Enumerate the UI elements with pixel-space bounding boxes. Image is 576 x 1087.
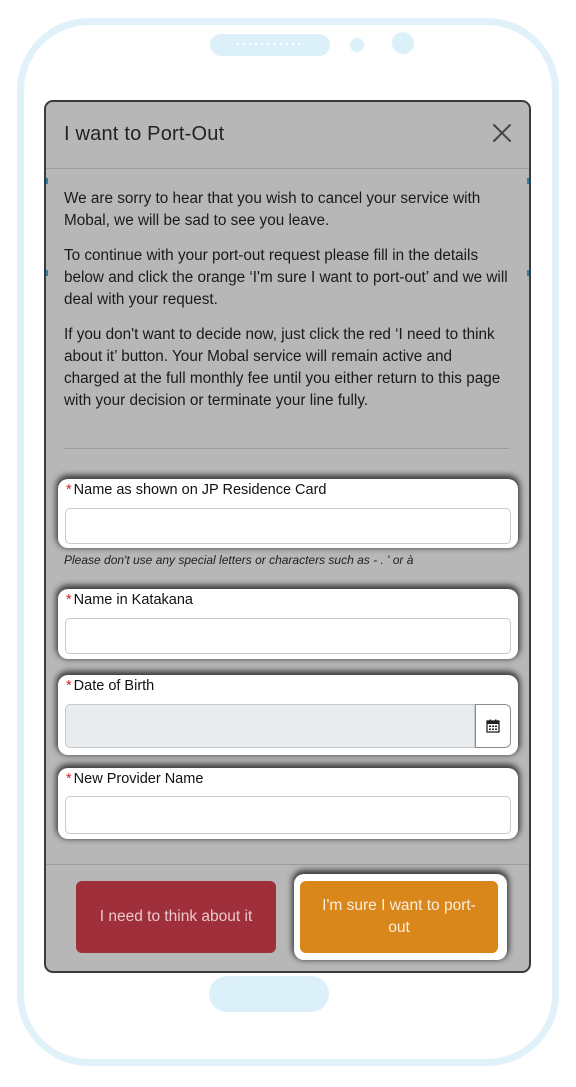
confirm-port-out-button[interactable]: I'm sure I want to port-out bbox=[300, 881, 498, 953]
instructions-paragraph: To continue with your port-out request please fill in the details below and click the orange ‘I'm sure I want to port-out’ and we will deal with your request. bbox=[64, 247, 508, 308]
required-mark: * bbox=[66, 482, 72, 498]
close-icon[interactable] bbox=[489, 120, 515, 146]
background-edge bbox=[44, 178, 48, 184]
divider bbox=[64, 448, 509, 449]
modal-header bbox=[46, 102, 529, 169]
phone-speaker: ••••••••••• bbox=[210, 34, 330, 56]
background-edge bbox=[527, 270, 531, 276]
date-of-birth-field bbox=[58, 675, 518, 755]
calendar-icon[interactable] bbox=[475, 704, 511, 748]
katakana-name-field bbox=[58, 589, 518, 659]
dob-label bbox=[66, 678, 154, 694]
residence-name-label bbox=[66, 482, 326, 498]
footer-divider bbox=[46, 864, 529, 865]
deferral-paragraph: If you don't want to decide now, just click the red ‘I need to think about it’ button. Your Mobal service will remain active and charged at the full monthly fee until you either return to this page with your decision or terminate your line fully. bbox=[64, 326, 501, 409]
dob-label-text: Date of Birth bbox=[73, 678, 155, 694]
dob-input[interactable] bbox=[65, 704, 475, 748]
katakana-label bbox=[66, 592, 193, 608]
residence-name-field bbox=[58, 479, 518, 548]
phone-sensor bbox=[350, 38, 364, 52]
name-hint: Please don't use any special letters or characters such as - . ' or à bbox=[64, 553, 414, 567]
katakana-label-text: Name in Katakana bbox=[73, 592, 193, 608]
residence-name-input[interactable] bbox=[65, 508, 511, 544]
residence-name-label-text: Name as shown on JP Residence Card bbox=[73, 482, 327, 498]
port-out-modal bbox=[44, 100, 531, 973]
phone-camera bbox=[392, 32, 414, 54]
provider-label-text: New Provider Name bbox=[73, 771, 204, 787]
modal-body bbox=[46, 169, 529, 412]
background-edge bbox=[44, 270, 48, 276]
required-mark: * bbox=[66, 678, 72, 694]
katakana-input[interactable] bbox=[65, 618, 511, 654]
required-mark: * bbox=[66, 592, 72, 608]
think-about-it-button[interactable]: I need to think about it bbox=[76, 881, 276, 953]
modal-title: I want to Port-Out bbox=[64, 123, 225, 145]
provider-label bbox=[66, 771, 203, 787]
background-edge bbox=[527, 178, 531, 184]
phone-home-button bbox=[209, 976, 329, 1012]
intro-paragraph: We are sorry to hear that you wish to cancel your service with Mobal, we will be sad to see you leave. bbox=[64, 190, 481, 229]
new-provider-field bbox=[58, 768, 518, 839]
required-mark: * bbox=[66, 771, 72, 787]
provider-input[interactable] bbox=[65, 796, 511, 834]
